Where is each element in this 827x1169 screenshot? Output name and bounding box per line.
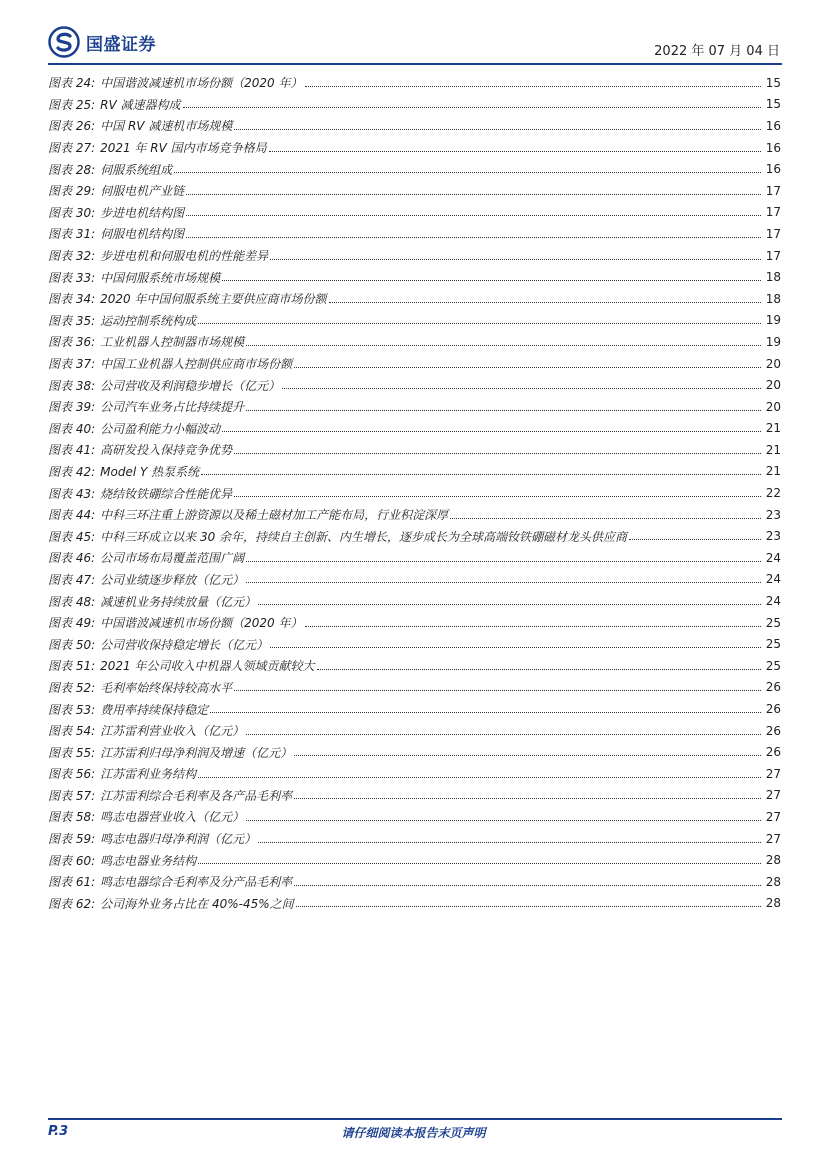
toc-dot-leader [183, 106, 761, 108]
toc-dot-leader [174, 171, 761, 173]
figure-list [48, 72, 781, 914]
toc-entry-page: 16 [765, 162, 781, 177]
header-divider [48, 63, 782, 65]
toc-entry-label: 图表 31: [48, 227, 96, 242]
footer-disclaimer: 请仔细阅读本报告末页声明 [341, 1126, 486, 1140]
toc-entry-label: 图表 48: [48, 594, 96, 609]
report-date: 2022 年 07 月 04 日 [654, 44, 780, 59]
toc-entry-page: 21 [765, 421, 781, 436]
toc-entry-page: 24 [765, 594, 781, 609]
toc-entry-label: 图表 59: [48, 832, 96, 847]
toc-dot-leader [186, 214, 761, 216]
toc-entry-page: 20 [765, 399, 781, 414]
toc-entry-title: 江苏雷利营业收入（亿元） [100, 724, 245, 739]
toc-entry-label: 图表 38: [48, 378, 96, 393]
toc-entry[interactable] [48, 698, 781, 720]
toc-entry-label: 图表 34: [48, 292, 96, 307]
toc-entry[interactable] [48, 677, 781, 699]
toc-dot-leader [270, 258, 761, 260]
toc-dot-leader [246, 409, 761, 411]
toc-dot-leader [234, 452, 761, 454]
toc-entry-page: 22 [765, 486, 781, 501]
toc-entry-label: 图表 24: [48, 76, 96, 91]
toc-entry-page: 26 [765, 680, 781, 695]
footer-divider [48, 1118, 782, 1120]
toc-entry-label: 图表 49: [48, 616, 96, 631]
toc-dot-leader [198, 776, 761, 778]
toc-entry-page: 18 [765, 291, 781, 306]
toc-entry[interactable] [48, 655, 781, 677]
toc-entry-label: 图表 26: [48, 119, 96, 134]
toc-entry-title: 公司市场布局覆盖范围广阔 [100, 551, 245, 566]
toc-entry[interactable] [48, 525, 781, 547]
company-name: 国盛证券 [86, 34, 156, 55]
toc-entry[interactable] [48, 180, 781, 202]
toc-dot-leader [234, 495, 761, 497]
toc-entry-label: 图表 53: [48, 702, 96, 717]
toc-entry-title: 费用率持续保持稳定 [100, 702, 209, 717]
toc-dot-leader [246, 819, 761, 821]
toc-entry-page: 24 [765, 550, 781, 565]
toc-entry[interactable] [48, 353, 781, 375]
toc-dot-leader [222, 279, 761, 281]
toc-entry-title: 公司盈利能力小幅波动 [100, 421, 221, 436]
toc-entry[interactable] [48, 849, 781, 871]
toc-entry-label: 图表 60: [48, 853, 96, 868]
toc-dot-leader [198, 862, 761, 864]
toc-dot-leader [246, 733, 761, 735]
toc-entry-title: RV 减速器构成 [100, 97, 181, 112]
toc-entry-page: 15 [765, 97, 781, 112]
toc-entry-label: 图表 35: [48, 313, 96, 328]
toc-entry-page: 17 [765, 226, 781, 241]
toc-entry-title: 2020 年中国伺服系统主要供应商市场份额 [100, 292, 327, 307]
toc-entry-title: 运动控制系统构成 [100, 313, 197, 328]
toc-entry[interactable] [48, 590, 781, 612]
toc-entry-label: 图表 62: [48, 896, 96, 911]
toc-entry-title: 中科三环成立以来 30 余年，持续自主创新、内生增长，逐步成长为全球高端钕铁硼磁材龙头供应商 [100, 529, 628, 544]
toc-entry[interactable] [48, 871, 781, 893]
toc-entry-page: 21 [765, 442, 781, 457]
toc-entry-title: 鸣志电器归母净利润（亿元） [100, 832, 257, 847]
toc-entry[interactable] [48, 374, 781, 396]
toc-entry[interactable] [48, 245, 781, 267]
toc-entry-label: 图表 42: [48, 464, 96, 479]
toc-dot-leader [294, 754, 761, 756]
toc-entry[interactable] [48, 482, 781, 504]
toc-entry-title: 鸣志电器营业收入（亿元） [100, 810, 245, 825]
toc-entry-title: 毛利率始终保持较高水平 [100, 680, 233, 695]
toc-entry[interactable] [48, 893, 781, 915]
toc-entry-title: 鸣志电器综合毛利率及分产品毛利率 [100, 875, 293, 890]
toc-entry-page: 19 [765, 313, 781, 328]
toc-entry-page: 16 [765, 140, 781, 155]
toc-dot-leader [246, 560, 761, 562]
toc-entry[interactable] [48, 741, 781, 763]
toc-entry-title: 江苏雷利归母净利润及增速（亿元） [100, 745, 293, 760]
toc-entry-label: 图表 52: [48, 680, 96, 695]
toc-entry-label: 图表 57: [48, 788, 96, 803]
toc-entry-page: 19 [765, 334, 781, 349]
page-number: P.3 [48, 1124, 69, 1139]
toc-entry-label: 图表 27: [48, 141, 96, 156]
toc-entry-title: 伺服系统组成 [100, 162, 173, 177]
toc-entry-page: 25 [765, 658, 781, 673]
toc-entry-label: 图表 36: [48, 335, 96, 350]
toc-entry-page: 25 [765, 615, 781, 630]
toc-entry[interactable] [48, 396, 781, 418]
page-header [48, 22, 780, 68]
toc-entry-label: 图表 32: [48, 249, 96, 264]
toc-entry[interactable] [48, 266, 781, 288]
toc-entry[interactable] [48, 806, 781, 828]
toc-dot-leader [282, 387, 761, 389]
toc-dot-leader [201, 473, 761, 475]
toc-entry-page: 20 [765, 378, 781, 393]
toc-dot-leader [270, 646, 761, 648]
toc-entry-page: 15 [765, 75, 781, 90]
toc-entry-page: 27 [765, 831, 781, 846]
toc-entry-title: 中国 RV 减速机市场规模 [100, 119, 233, 134]
toc-dot-leader [186, 193, 761, 195]
toc-dot-leader [222, 430, 761, 432]
toc-entry-page: 26 [765, 723, 781, 738]
toc-entry-page: 16 [765, 118, 781, 133]
toc-dot-leader [210, 711, 761, 713]
toc-dot-leader [294, 884, 761, 886]
toc-dot-leader [258, 603, 761, 605]
toc-entry[interactable] [48, 115, 781, 137]
toc-entry[interactable] [48, 137, 781, 159]
toc-entry[interactable] [48, 223, 781, 245]
toc-dot-leader [629, 538, 761, 540]
toc-entry-page: 17 [765, 205, 781, 220]
toc-entry-title: 伺服电机结构图 [100, 227, 185, 242]
toc-dot-leader [234, 128, 761, 130]
toc-dot-leader [198, 322, 761, 324]
toc-entry[interactable] [48, 310, 781, 332]
toc-entry[interactable] [48, 612, 781, 634]
toc-dot-leader [234, 689, 761, 691]
toc-entry-page: 27 [765, 766, 781, 781]
toc-entry[interactable] [48, 547, 781, 569]
toc-entry-page: 28 [765, 853, 781, 868]
toc-entry[interactable] [48, 763, 781, 785]
toc-entry-page: 28 [765, 874, 781, 889]
toc-entry-label: 图表 50: [48, 637, 96, 652]
toc-entry-page: 20 [765, 356, 781, 371]
toc-entry-label: 图表 58: [48, 810, 96, 825]
toc-entry-page: 26 [765, 745, 781, 760]
toc-entry-title: 公司汽车业务占比持续提升 [100, 400, 245, 415]
company-logo-icon [48, 26, 80, 58]
toc-entry-label: 图表 29: [48, 184, 96, 199]
toc-entry[interactable] [48, 569, 781, 591]
toc-entry[interactable] [48, 72, 781, 94]
toc-entry[interactable] [48, 158, 781, 180]
toc-entry[interactable] [48, 94, 781, 116]
toc-dot-leader [246, 344, 761, 346]
toc-entry-title: 中国伺服系统市场规模 [100, 270, 221, 285]
toc-entry-title: 步进电机和伺服电机的性能差异 [100, 249, 269, 264]
toc-entry-title: 鸣志电器业务结构 [100, 853, 197, 868]
toc-entry-label: 图表 47: [48, 572, 96, 587]
toc-dot-leader [294, 366, 761, 368]
toc-entry-title: 2021 年 RV 国内市场竞争格局 [100, 141, 267, 156]
toc-entry[interactable] [48, 202, 781, 224]
toc-entry-label: 图表 28: [48, 162, 96, 177]
toc-entry-title: 减速机业务持续放量（亿元） [100, 594, 257, 609]
toc-entry-label: 图表 37: [48, 357, 96, 372]
toc-entry-page: 24 [765, 572, 781, 587]
toc-entry-label: 图表 51: [48, 659, 96, 674]
toc-entry-title: 公司业绩逐步释放（亿元） [100, 572, 245, 587]
toc-entry-title: 江苏雷利业务结构 [100, 767, 197, 782]
toc-entry-label: 图表 44: [48, 508, 96, 523]
toc-entry[interactable] [48, 785, 781, 807]
toc-entry-title: 公司营收保持稳定增长（亿元） [100, 637, 269, 652]
toc-entry-title: 伺服电机产业链 [100, 184, 185, 199]
toc-entry-title: 中科三环注重上游资源以及稀土磁材加工产能布局，行业积淀深厚 [100, 508, 449, 523]
toc-entry-page: 23 [765, 507, 781, 522]
company-logo [48, 26, 156, 58]
toc-entry-label: 图表 41: [48, 443, 96, 458]
toc-entry-title: 中国谐波减速机市场份额（2020 年） [100, 76, 303, 91]
toc-dot-leader [305, 625, 762, 627]
toc-entry-page: 23 [765, 529, 781, 544]
toc-dot-leader [305, 85, 762, 87]
toc-entry[interactable] [48, 288, 781, 310]
toc-entry[interactable] [48, 439, 781, 461]
toc-dot-leader [269, 150, 761, 152]
toc-entry-label: 图表 46: [48, 551, 96, 566]
toc-entry[interactable] [48, 504, 781, 526]
toc-entry[interactable] [48, 331, 781, 353]
toc-entry-label: 图表 55: [48, 745, 96, 760]
toc-entry-label: 图表 45: [48, 529, 96, 544]
toc-dot-leader [329, 301, 762, 303]
toc-entry[interactable] [48, 633, 781, 655]
toc-entry-label: 图表 30: [48, 205, 96, 220]
toc-dot-leader [317, 668, 762, 670]
toc-entry[interactable] [48, 720, 781, 742]
toc-entry-title: 工业机器人控制器市场规模 [100, 335, 245, 350]
toc-entry-title: 公司海外业务占比在 40%-45%之间 [100, 896, 294, 911]
toc-dot-leader [296, 905, 761, 907]
toc-entry-page: 26 [765, 702, 781, 717]
toc-entry-title: 烧结钕铁硼综合性能优异 [100, 486, 233, 501]
toc-entry-page: 27 [765, 788, 781, 803]
toc-dot-leader [186, 236, 761, 238]
toc-dot-leader [258, 841, 761, 843]
toc-entry[interactable] [48, 828, 781, 850]
toc-dot-leader [294, 797, 761, 799]
toc-entry-page: 27 [765, 809, 781, 824]
toc-entry-label: 图表 56: [48, 767, 96, 782]
toc-entry-label: 图表 25: [48, 97, 96, 112]
toc-entry-label: 图表 43: [48, 486, 96, 501]
toc-entry[interactable] [48, 418, 781, 440]
toc-entry-title: 步进电机结构图 [100, 205, 185, 220]
toc-entry[interactable] [48, 461, 781, 483]
toc-entry-label: 图表 61: [48, 875, 96, 890]
toc-entry-title: 公司营收及利润稳步增长（亿元） [100, 378, 281, 393]
toc-entry-title: 中国工业机器人控制供应商市场份额 [100, 357, 293, 372]
toc-entry-title: Model Y 热泵系统 [100, 464, 200, 479]
toc-dot-leader [450, 517, 761, 519]
toc-entry-label: 图表 40: [48, 421, 96, 436]
toc-entry-page: 18 [765, 270, 781, 285]
toc-entry-page: 21 [765, 464, 781, 479]
toc-entry-title: 高研发投入保持竞争优势 [100, 443, 233, 458]
toc-entry-label: 图表 39: [48, 400, 96, 415]
toc-entry-title: 江苏雷利综合毛利率及各产品毛利率 [100, 788, 293, 803]
toc-entry-title: 2021 年公司收入中机器人领域贡献较大 [100, 659, 315, 674]
toc-entry-title: 中国谐波减速机市场份额（2020 年） [100, 616, 303, 631]
toc-entry-page: 17 [765, 183, 781, 198]
toc-entry-label: 图表 33: [48, 270, 96, 285]
toc-entry-page: 25 [765, 637, 781, 652]
toc-dot-leader [246, 581, 761, 583]
toc-entry-label: 图表 54: [48, 724, 96, 739]
toc-entry-page: 17 [765, 248, 781, 263]
toc-entry-page: 28 [765, 896, 781, 911]
